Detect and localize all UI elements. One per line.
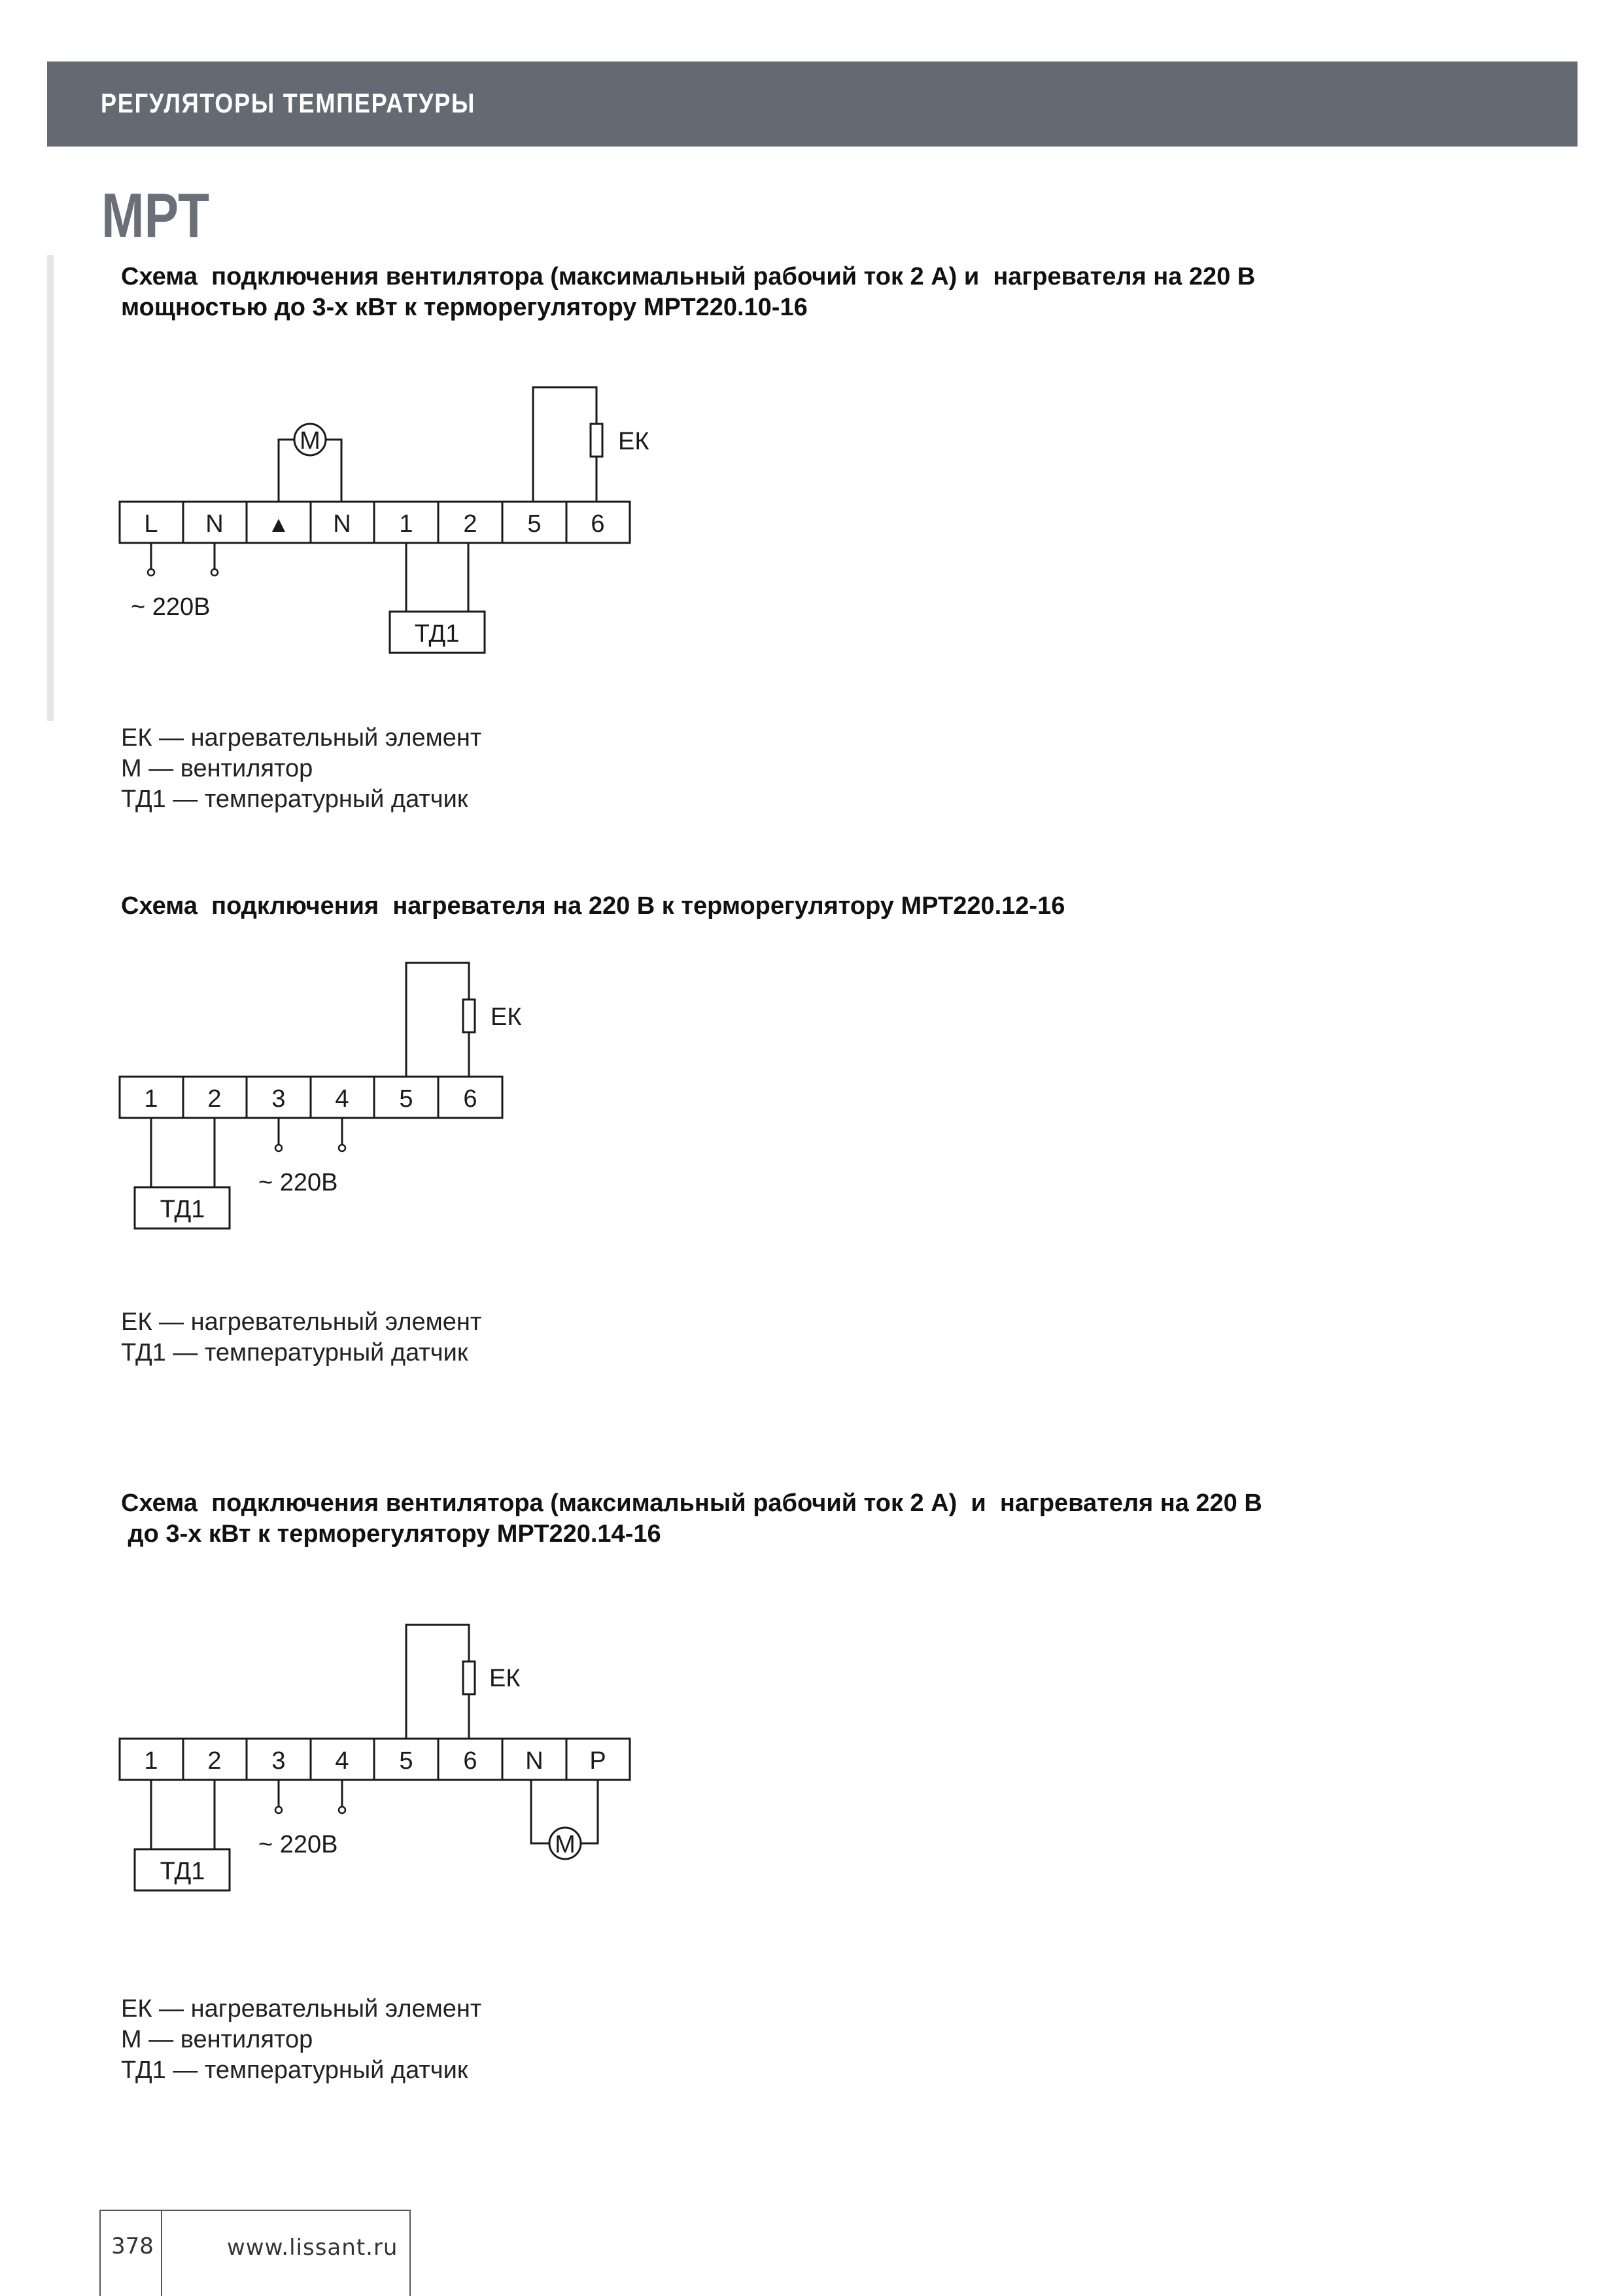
supply-label: ~ 220В <box>258 1831 338 1858</box>
section-2-legend <box>121 1307 481 1368</box>
section-3-title <box>121 1488 1262 1550</box>
terminal-label: 1 <box>399 510 413 538</box>
heater-label: ЕК <box>489 1665 521 1692</box>
terminal-label: 6 <box>463 1085 477 1113</box>
terminal-label: 1 <box>144 1747 158 1775</box>
header-band <box>47 61 1578 147</box>
terminal-label: P <box>589 1747 606 1775</box>
section-3-wiring-diagram <box>0 1610 719 1905</box>
section-1-title <box>121 262 1255 323</box>
heater-label: ЕК <box>491 1003 522 1031</box>
motor-label: М <box>300 427 320 455</box>
supply-terminal <box>211 569 218 576</box>
supply-terminal <box>339 1807 345 1813</box>
terminal-label: 6 <box>463 1747 477 1775</box>
terminal-label: ▲ <box>267 512 290 537</box>
section-2-wiring-diagram <box>0 948 719 1243</box>
legend-item: ТД1 — температурный датчик <box>121 2057 468 2084</box>
heater-label: ЕК <box>618 428 649 455</box>
supply-label: ~ 220В <box>258 1169 338 1196</box>
supply-terminal <box>339 1145 345 1151</box>
terminal-label: 5 <box>399 1747 413 1775</box>
terminal-label: N <box>333 510 351 538</box>
section-3-title-line: до 3-х кВт к терморегулятору МРТ220.14-16 <box>121 1520 661 1548</box>
header-title: РЕГУЛЯТОРЫ ТЕМПЕРАТУРЫ <box>101 88 476 118</box>
supply-label: ~ 220В <box>131 593 211 621</box>
supply-terminal <box>275 1807 282 1813</box>
legend-item: М — вентилятор <box>121 2026 313 2053</box>
terminal-label: 5 <box>399 1085 413 1113</box>
supply-terminal <box>148 569 154 576</box>
model-title: МРТ <box>101 181 210 251</box>
legend-item: ТД1 — температурный датчик <box>121 1339 468 1366</box>
legend-item: М — вентилятор <box>121 755 313 782</box>
motor-label: М <box>555 1831 576 1858</box>
terminal-label: L <box>144 510 158 538</box>
terminal-label: 2 <box>463 510 477 538</box>
terminal-label: 4 <box>335 1085 349 1113</box>
website-link[interactable]: www.lissant.ru <box>227 2235 398 2261</box>
section-3-title-line: Схема подключения вентилятора (максимальный рабочий ток 2 А) и нагревателя на 220 В <box>121 1489 1262 1517</box>
terminal-label: N <box>205 510 224 538</box>
section-3-legend <box>121 1994 481 2086</box>
terminal-label: 3 <box>271 1085 286 1113</box>
terminal-label: 1 <box>144 1085 158 1113</box>
sensor-label: ТД1 <box>160 1196 205 1223</box>
legend-item: ЕК — нагревательный элемент <box>121 1995 482 2023</box>
footer-divider <box>161 2211 162 2296</box>
supply-terminal <box>275 1145 282 1151</box>
section-1-legend <box>121 723 481 815</box>
section-2-title <box>121 891 1065 922</box>
terminal-label: 5 <box>527 510 542 538</box>
terminal-label: 2 <box>207 1085 222 1113</box>
legend-item: ЕК — нагревательный элемент <box>121 1308 482 1336</box>
legend-item: ТД1 — температурный датчик <box>121 786 468 813</box>
terminal-label: 2 <box>207 1747 222 1775</box>
page-number: 378 <box>111 2233 154 2259</box>
sensor-label: ТД1 <box>160 1858 205 1885</box>
sensor-label: ТД1 <box>414 620 460 648</box>
terminal-label: 3 <box>271 1747 286 1775</box>
heater-resistor <box>591 424 602 457</box>
page-footer <box>99 2210 411 2296</box>
section-1-wiring-diagram <box>0 373 719 667</box>
section-1-title-line: Схема подключения вентилятора (максимальный рабочий ток 2 А) и нагревателя на 220 В <box>121 263 1256 290</box>
terminal-label: 4 <box>335 1747 349 1775</box>
legend-item: ЕК — нагревательный элемент <box>121 724 482 752</box>
terminal-label: 6 <box>591 510 605 538</box>
heater-resistor <box>463 1000 475 1032</box>
section-2-title-line: Схема подключения нагревателя на 220 В к терморегулятору МРТ220.12-16 <box>121 892 1065 920</box>
heater-resistor <box>463 1661 475 1694</box>
terminal-label: N <box>525 1747 544 1775</box>
section-1-title-line: мощностью до 3-х кВт к терморегулятору МРТ220.10-16 <box>121 294 808 321</box>
